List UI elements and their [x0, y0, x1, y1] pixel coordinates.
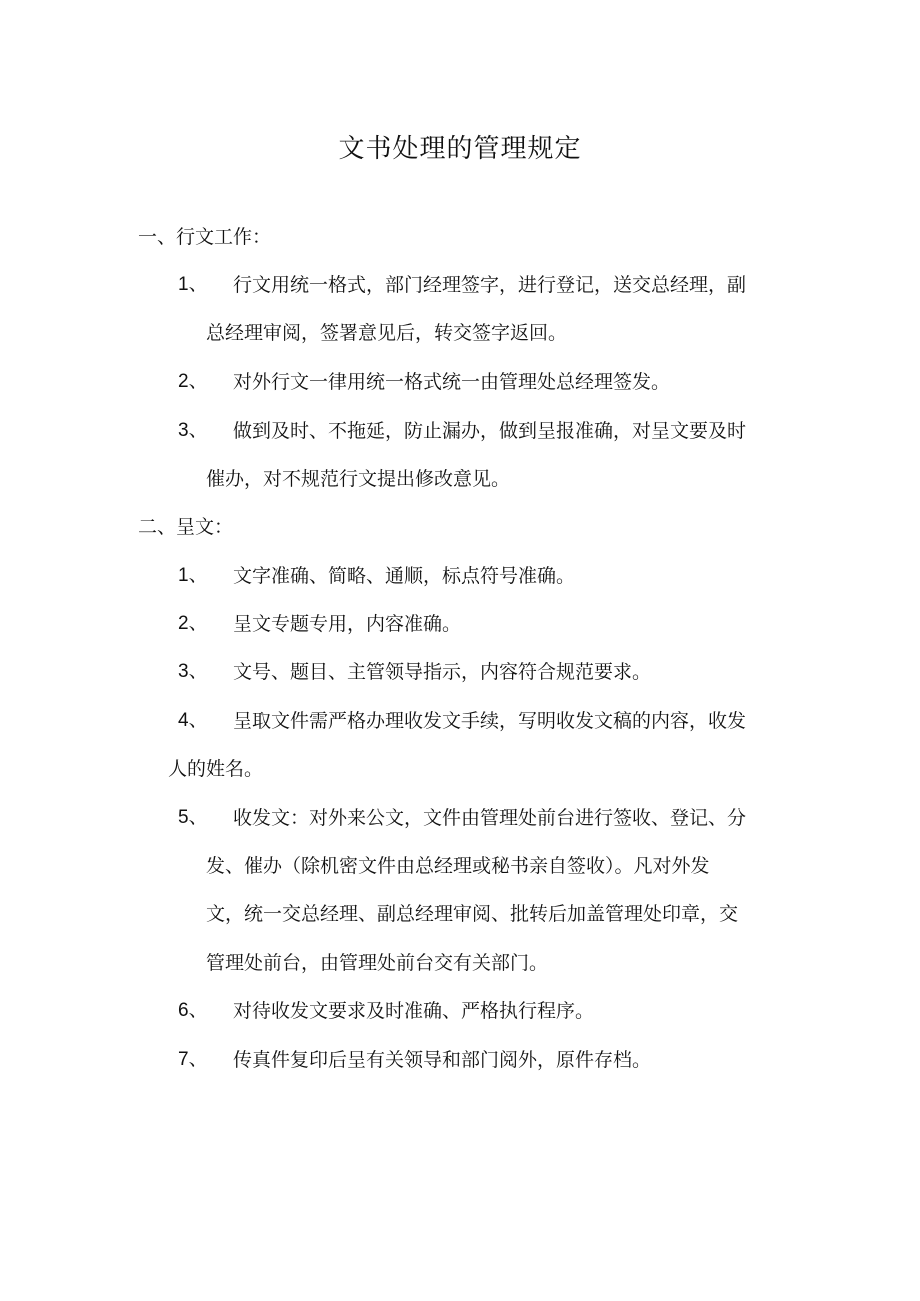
- item-number: 5、: [178, 807, 208, 828]
- item-number: 3、: [178, 420, 208, 441]
- item-number: 3、: [178, 661, 208, 682]
- item-text-line: 催办，对不规范行文提出修改意见。: [206, 468, 511, 490]
- item-text-line: 发、催办（除机密文件由总经理或秘书亲自签收）。凡对外发: [206, 855, 710, 877]
- item-number: 4、: [178, 710, 208, 731]
- item-text-line: 收发文：对外来公文，文件由管理处前台进行签收、登记、分: [233, 807, 747, 829]
- section-heading-1: 一、行文工作：: [138, 226, 272, 248]
- page-title: 文书处理的管理规定: [338, 134, 582, 164]
- item-number: 1、: [178, 565, 208, 586]
- item-text-line: 文，统一交总经理、副总经理审阅、批转后加盖管理处印章，交: [206, 903, 739, 925]
- section-heading-2: 二、呈文：: [138, 516, 234, 538]
- item-text-line: 文字准确、简略、通顺，标点符号准确。: [233, 565, 576, 587]
- item-text-line: 呈取文件需严格办理收发文手续，写明收发文稿的内容，收发: [233, 710, 747, 732]
- item-text-line: 文号、题目、主管领导指示，内容符合规范要求。: [233, 661, 652, 683]
- item-number: 2、: [178, 371, 208, 392]
- item-number: 7、: [178, 1049, 208, 1070]
- item-text-line: 传真件复印后呈有关领导和部门阅外，原件存档。: [233, 1049, 652, 1071]
- item-number: 6、: [178, 1000, 208, 1021]
- item-number: 1、: [178, 274, 208, 295]
- item-number: 2、: [178, 613, 208, 634]
- item-text-line: 总经理审阅，签署意见后，转交签字返回。: [206, 322, 568, 344]
- item-text-line: 做到及时、不拖延，防止漏办，做到呈报准确，对呈文要及时: [233, 420, 747, 442]
- item-text-line: 人的姓名。: [168, 758, 264, 780]
- item-text-line: 呈文专题专用，内容准确。: [233, 613, 462, 635]
- item-text-line: 管理处前台，由管理处前台交有关部门。: [206, 952, 549, 974]
- item-text-line: 对待收发文要求及时准确、严格执行程序。: [233, 1000, 595, 1022]
- item-text-line: 对外行文一律用统一格式统一由管理处总经理签发。: [233, 371, 671, 393]
- item-text-line: 行文用统一格式，部门经理签字，进行登记，送交总经理，副: [233, 274, 747, 296]
